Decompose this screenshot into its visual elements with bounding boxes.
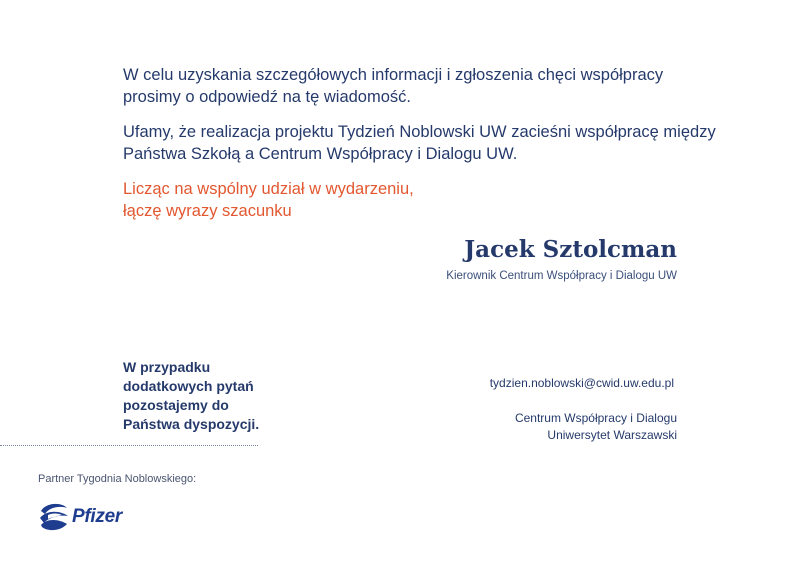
contact-email-link[interactable]: tydzien.noblowski@cwid.uw.edu.pl [489, 376, 674, 390]
signature-name: Jacek Sztolcman [464, 236, 677, 263]
partner-label: Partner Tygodnia Noblowskiego: [38, 473, 197, 485]
pfizer-logo-text: Pfizer [72, 506, 122, 527]
letter-paragraph-cooperation: Ufamy, że realizacja projektu Tydzień Noblowski UW zacieśni współpracę między Państwa Szkołą a Centrum Współpracy i Dialogu UW. [123, 123, 716, 163]
letter-closing [123, 178, 723, 222]
university-name: Uniwersytet Warszawski [547, 428, 677, 442]
help-line: pozostajemy do [123, 397, 229, 413]
letter-paragraph-info: W celu uzyskania szczegółowych informacji i zgłoszenia chęci współpracy prosimy o odpowiedź na tę wiadomość. [123, 66, 664, 106]
organization-block [515, 410, 677, 444]
organization-name: Centrum Współpracy i Dialogu [514, 411, 677, 425]
pfizer-logo [38, 500, 122, 534]
help-note [123, 358, 283, 434]
help-line: dodatkowych pytań [123, 378, 254, 394]
help-line: W przypadku [123, 359, 211, 375]
dotted-divider [0, 445, 258, 446]
help-line: Państwa dyspozycji. [123, 416, 260, 432]
closing-line-1: Licząc na wspólny udział w wydarzeniu, [123, 180, 414, 198]
pfizer-helix-icon [38, 500, 70, 534]
signature-role: Kierownik Centrum Współpracy i Dialogu UW [446, 270, 677, 282]
closing-line-2: łączę wyrazy szacunku [123, 202, 292, 220]
